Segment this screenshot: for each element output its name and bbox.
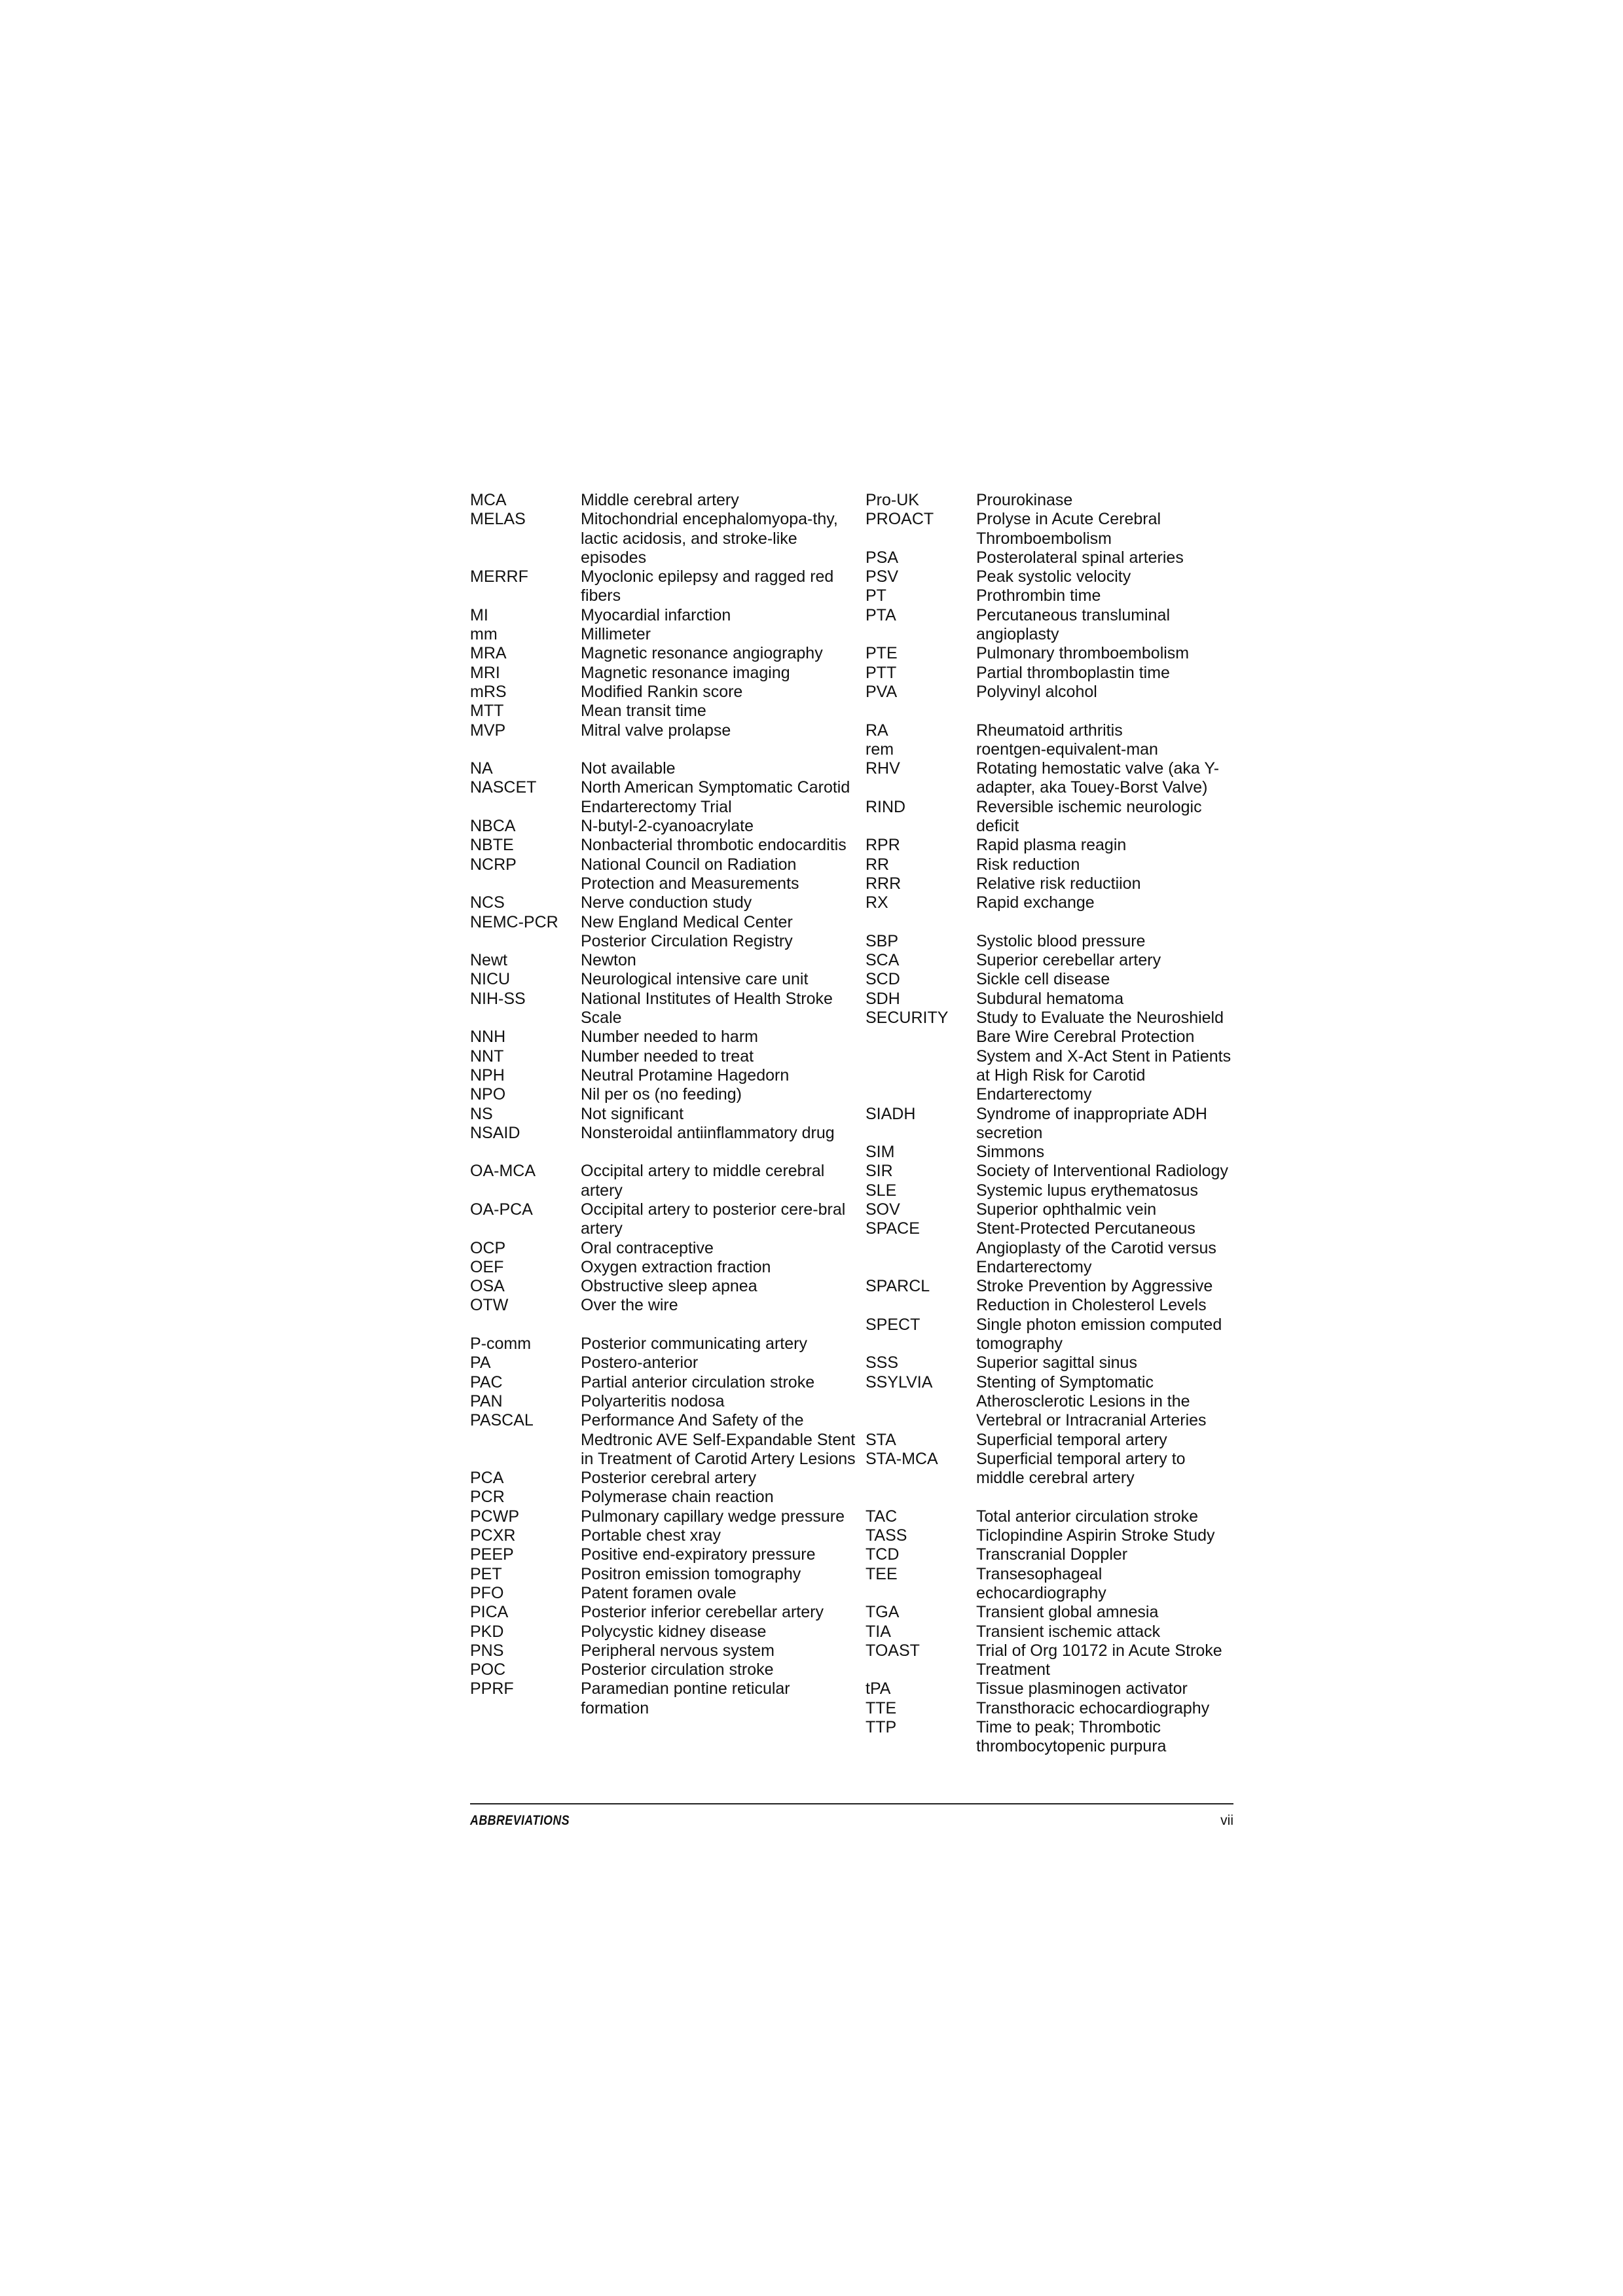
abbreviation-entry xyxy=(470,1584,856,1603)
abbreviation-definition: Mean transit time xyxy=(581,702,706,721)
abbreviation-definition: Transient ischemic attack xyxy=(976,1622,1161,1641)
abbreviation-entry xyxy=(470,1028,856,1047)
abbreviation-entry xyxy=(470,1623,856,1641)
abbreviation-definition: Neutral Protamine Hagedorn xyxy=(581,1066,790,1085)
abbreviation-term: SIM xyxy=(866,1143,895,1162)
abbreviation-term: NIH-SS xyxy=(470,989,526,1008)
section-gap xyxy=(470,1316,856,1335)
abbreviation-entry xyxy=(470,491,856,510)
abbreviation-definition: Peripheral nervous system xyxy=(581,1641,775,1660)
abbreviation-definition: Mitral valve prolapse xyxy=(581,721,731,740)
abbreviation-term: PTT xyxy=(866,663,897,682)
abbreviation-entry xyxy=(866,1009,1236,1104)
section-gap xyxy=(470,1143,856,1162)
abbreviation-entry xyxy=(470,1239,856,1258)
abbreviation-entry xyxy=(470,664,856,683)
abbreviation-term: PCR xyxy=(470,1488,505,1507)
abbreviation-entry xyxy=(470,970,856,989)
abbreviation-definition: Risk reduction xyxy=(976,855,1080,874)
abbreviation-entry xyxy=(866,759,1236,798)
abbreviation-definition: N-butyl-2-cyanoacrylate xyxy=(581,817,754,836)
abbreviation-definition: Posterior circulation stroke xyxy=(581,1660,774,1679)
abbreviation-entry xyxy=(866,548,1236,567)
abbreviation-entry xyxy=(470,1124,856,1143)
abbreviation-definition: Rapid exchange xyxy=(976,893,1095,912)
abbreviation-term: NICU xyxy=(470,970,511,989)
abbreviation-entry xyxy=(866,1316,1236,1354)
abbreviation-term: MRA xyxy=(470,644,507,663)
abbreviation-definition: Reversible ischemic neurologic deficit xyxy=(976,797,1202,836)
abbreviation-entry xyxy=(470,644,856,663)
abbreviation-definition: roentgen-equivalent-man xyxy=(976,740,1158,759)
abbreviation-definition: Transcranial Doppler xyxy=(976,1545,1128,1564)
abbreviation-term: PKD xyxy=(470,1622,504,1641)
abbreviation-entry xyxy=(866,567,1236,586)
abbreviation-term: NPH xyxy=(470,1066,505,1085)
abbreviation-entry xyxy=(866,1143,1236,1162)
abbreviation-entry xyxy=(866,1507,1236,1526)
abbreviation-entry xyxy=(866,1545,1236,1564)
abbreviation-entry xyxy=(866,932,1236,951)
abbreviation-definition: Transesophageal echocardiography xyxy=(976,1564,1106,1602)
abbreviation-entry xyxy=(470,1047,856,1066)
abbreviation-definition: Positive end-expiratory pressure xyxy=(581,1545,816,1564)
abbreviation-definition: Superior cerebellar artery xyxy=(976,951,1161,970)
abbreviation-term: RIND xyxy=(866,797,906,816)
abbreviation-term: TEE xyxy=(866,1564,898,1583)
abbreviation-entry xyxy=(866,644,1236,663)
abbreviation-definition: Simmons xyxy=(976,1143,1045,1162)
abbreviation-entry xyxy=(866,1641,1236,1680)
abbreviation-entry xyxy=(470,567,856,606)
abbreviation-entry xyxy=(866,740,1236,759)
abbreviation-definition: Relative risk reductiion xyxy=(976,874,1141,893)
abbreviation-term: OSA xyxy=(470,1277,505,1296)
abbreviation-definition: Systemic lupus erythematosus xyxy=(976,1181,1199,1200)
abbreviation-term: NASCET xyxy=(470,778,537,797)
abbreviation-term: NSAID xyxy=(470,1123,520,1142)
abbreviation-definition: Number needed to harm xyxy=(581,1028,758,1047)
abbreviation-entry xyxy=(470,759,856,778)
abbreviation-definition: Posterior cerebral artery xyxy=(581,1469,757,1488)
abbreviation-term: TOAST xyxy=(866,1641,920,1660)
abbreviation-entry xyxy=(470,1660,856,1679)
abbreviation-entry xyxy=(866,893,1236,912)
abbreviation-term: PET xyxy=(470,1564,502,1583)
abbreviation-definition: Polyarteritis nodosa xyxy=(581,1391,725,1410)
abbreviation-definition: Peak systolic velocity xyxy=(976,567,1131,586)
abbreviation-entry xyxy=(866,1219,1236,1277)
abbreviation-entry xyxy=(866,721,1236,740)
abbreviation-definition: Portable chest xray xyxy=(581,1526,721,1545)
abbreviation-term: PTA xyxy=(866,605,896,624)
abbreviation-entry xyxy=(470,893,856,912)
abbreviation-entry xyxy=(470,1296,856,1315)
abbreviation-term: SIADH xyxy=(866,1104,916,1123)
abbreviation-definition: Pulmonary capillary wedge pressure xyxy=(581,1507,845,1526)
abbreviation-definition: Prolyse in Acute Cerebral Thromboembolism xyxy=(976,510,1161,548)
abbreviation-term: PROACT xyxy=(866,510,934,529)
abbreviation-entry xyxy=(866,664,1236,683)
abbreviation-entry xyxy=(470,1162,856,1200)
abbreviation-entry xyxy=(470,1679,856,1718)
running-footer-title: ABBREVIATIONS xyxy=(470,1813,570,1828)
abbreviation-term: NPO xyxy=(470,1085,506,1104)
abbreviation-entry xyxy=(866,1526,1236,1545)
abbreviation-entry xyxy=(470,721,856,740)
abbreviation-definition: New England Medical Center Posterior Circulation Registry xyxy=(581,912,793,950)
abbreviation-term: PASCAL xyxy=(470,1411,534,1430)
abbreviation-term: MELAS xyxy=(470,510,526,529)
abbreviation-definition: Tissue plasminogen activator xyxy=(976,1679,1188,1698)
abbreviation-entry xyxy=(866,970,1236,989)
abbreviation-term: PCXR xyxy=(470,1526,516,1545)
abbreviation-term: SPARCL xyxy=(866,1277,930,1296)
abbreviation-term: NCRP xyxy=(470,855,517,874)
abbreviation-entry xyxy=(866,874,1236,893)
abbreviation-entry xyxy=(866,798,1236,836)
abbreviation-entry xyxy=(470,1335,856,1354)
abbreviation-entry xyxy=(866,1431,1236,1450)
abbreviation-term: SPECT xyxy=(866,1315,921,1334)
abbreviation-entry xyxy=(470,855,856,894)
abbreviation-entry xyxy=(470,1277,856,1296)
abbreviation-definition: Stent-Protected Percutaneous Angioplasty of the Carotid versus Endarterectomy xyxy=(976,1219,1216,1276)
abbreviation-definition: Rheumatoid arthritis xyxy=(976,721,1123,740)
abbreviation-definition: Superficial temporal artery to middle cerebral artery xyxy=(976,1449,1186,1488)
abbreviation-entry xyxy=(866,1162,1236,1181)
abbreviation-definition: Oral contraceptive xyxy=(581,1238,714,1257)
abbreviation-term: TTE xyxy=(866,1698,897,1717)
abbreviation-definition: Neurological intensive care unit xyxy=(581,970,809,989)
abbreviation-entry xyxy=(470,625,856,644)
abbreviation-definition: Mitochondrial encephalomyopa-thy, lactic acidosis, and stroke-like episodes xyxy=(581,510,838,567)
abbreviation-term: PSV xyxy=(866,567,899,586)
abbreviation-entry xyxy=(470,1373,856,1392)
abbreviation-term: NNH xyxy=(470,1028,506,1047)
abbreviation-definition: Rotating hemostatic valve (aka Y-adapter, aka Touey-Borst Valve) xyxy=(976,759,1220,797)
abbreviation-term: RHV xyxy=(866,759,900,778)
abbreviation-term: SLE xyxy=(866,1181,897,1200)
abbreviation-term: PEEP xyxy=(470,1545,514,1564)
abbreviation-term: PSA xyxy=(866,548,899,567)
abbreviation-definition: Partial thromboplastin time xyxy=(976,663,1170,682)
abbreviation-term: SOV xyxy=(866,1200,900,1219)
abbreviation-term: OTW xyxy=(470,1296,509,1315)
abbreviation-term: Newt xyxy=(470,951,507,970)
abbreviation-definition: Obstructive sleep apnea xyxy=(581,1277,757,1296)
abbreviation-definition: Study to Evaluate the Neuroshield Bare Wire Cerebral Protection System and X-Act Stent in Patients at High Risk for Carotid Endarterectomy xyxy=(976,1009,1231,1104)
abbreviation-term: PT xyxy=(866,586,886,605)
abbreviation-term: PCWP xyxy=(470,1507,519,1526)
abbreviation-entry xyxy=(470,1200,856,1239)
abbreviation-entry xyxy=(470,1507,856,1526)
abbreviation-term: SSYLVIA xyxy=(866,1372,933,1391)
abbreviation-definition: Subdural hematoma xyxy=(976,989,1124,1008)
abbreviation-entry xyxy=(470,1105,856,1124)
abbreviation-definition: Not available xyxy=(581,759,676,778)
abbreviation-term: RPR xyxy=(866,836,900,855)
abbreviation-definition: Single photon emission computed tomography xyxy=(976,1315,1222,1354)
abbreviation-definition: National Council on Radiation Protection and Measurements xyxy=(581,855,799,893)
abbreviation-term: OA-MCA xyxy=(470,1162,536,1181)
abbreviation-entry xyxy=(470,1526,856,1545)
abbreviation-definition: Partial anterior circulation stroke xyxy=(581,1372,815,1391)
abbreviation-definition: Stroke Prevention by Aggressive Reduction in Cholesterol Levels xyxy=(976,1277,1213,1315)
abbreviation-term: PFO xyxy=(470,1583,504,1602)
abbreviation-term: MVP xyxy=(470,721,506,740)
abbreviation-definition: Sickle cell disease xyxy=(976,970,1110,989)
abbreviation-entry xyxy=(866,1181,1236,1200)
abbreviation-definition: Modified Rankin score xyxy=(581,682,743,701)
abbreviation-entry xyxy=(866,1373,1236,1431)
abbreviation-term: PVA xyxy=(866,682,898,701)
abbreviation-definition: Pulmonary thromboembolism xyxy=(976,644,1190,663)
abbreviation-term: SPACE xyxy=(866,1219,920,1238)
abbreviation-entry xyxy=(866,1679,1236,1698)
abbreviation-term: TASS xyxy=(866,1526,907,1545)
abbreviation-definition: Rapid plasma reagin xyxy=(976,836,1127,855)
abbreviation-entry xyxy=(470,1354,856,1372)
abbreviation-term: STA-MCA xyxy=(866,1449,938,1468)
abbreviation-entry xyxy=(470,1258,856,1277)
abbreviation-term: SDH xyxy=(866,989,900,1008)
abbreviation-entry xyxy=(866,1565,1236,1604)
abbreviation-definition: Oxygen extraction fraction xyxy=(581,1257,771,1276)
abbreviation-definition: Newton xyxy=(581,951,636,970)
abbreviation-definition: Positron emission tomography xyxy=(581,1564,801,1583)
abbreviation-term: STA xyxy=(866,1430,896,1449)
abbreviation-entry xyxy=(470,817,856,836)
abbreviation-entry xyxy=(866,606,1236,645)
abbreviation-entry xyxy=(470,1469,856,1488)
abbreviation-entry xyxy=(866,683,1236,702)
abbreviation-definition: Nerve conduction study xyxy=(581,893,752,912)
abbreviation-definition: Stenting of Symptomatic Atherosclerotic Lesions in the Vertebral or Intracranial Arteries xyxy=(976,1372,1207,1430)
abbreviation-definition: Polyvinyl alcohol xyxy=(976,682,1097,701)
abbreviation-definition: Systolic blood pressure xyxy=(976,931,1146,950)
abbreviation-term: PPRF xyxy=(470,1679,514,1698)
abbreviation-entry xyxy=(866,1623,1236,1641)
abbreviation-term: NCS xyxy=(470,893,505,912)
abbreviation-entry xyxy=(470,951,856,970)
abbreviation-definition: Myoclonic epilepsy and ragged red fibers xyxy=(581,567,834,605)
abbreviation-term: TCD xyxy=(866,1545,900,1564)
footer-rule xyxy=(470,1803,1233,1804)
abbreviation-definition: Paramedian pontine reticular formation xyxy=(581,1679,790,1717)
abbreviation-entry xyxy=(470,1565,856,1584)
abbreviation-definition: Millimeter xyxy=(581,625,651,644)
abbreviation-entry xyxy=(470,1066,856,1085)
abbreviation-term: NS xyxy=(470,1104,493,1123)
abbreviation-term: PNS xyxy=(470,1641,504,1660)
abbreviation-definition: Magnetic resonance angiography xyxy=(581,644,823,663)
abbreviation-term: TGA xyxy=(866,1603,900,1622)
abbreviation-entry xyxy=(866,1105,1236,1143)
abbreviation-definition: Superior sagittal sinus xyxy=(976,1354,1137,1372)
abbreviation-term: SCA xyxy=(866,951,900,970)
abbreviation-entry xyxy=(866,1718,1236,1757)
abbreviation-definition: Superficial temporal artery xyxy=(976,1430,1167,1449)
abbreviation-definition: Not significant xyxy=(581,1104,684,1123)
abbreviation-definition: Postero-anterior xyxy=(581,1354,699,1372)
abbreviation-entry xyxy=(470,1603,856,1622)
abbreviation-term: SCD xyxy=(866,970,900,989)
abbreviation-definition: Number needed to treat xyxy=(581,1047,754,1066)
abbreviation-term: MRI xyxy=(470,663,500,682)
abbreviation-term: PICA xyxy=(470,1603,509,1622)
abbreviation-term: RRR xyxy=(866,874,902,893)
abbreviation-definition: Posterolateral spinal arteries xyxy=(976,548,1184,567)
abbreviation-definition: Superior ophthalmic vein xyxy=(976,1200,1157,1219)
abbreviation-entry xyxy=(470,836,856,855)
section-gap xyxy=(470,740,856,759)
abbreviation-term: PAC xyxy=(470,1372,503,1391)
abbreviation-definition: Prourokinase xyxy=(976,491,1073,509)
abbreviation-term: OEF xyxy=(470,1257,504,1276)
abbreviation-definition: Middle cerebral artery xyxy=(581,491,739,509)
abbreviation-term: SECURITY xyxy=(866,1009,949,1028)
abbreviation-term: RR xyxy=(866,855,890,874)
abbreviation-term: MI xyxy=(470,605,488,624)
abbreviation-term: PCA xyxy=(470,1469,504,1488)
abbreviation-definition: Magnetic resonance imaging xyxy=(581,663,790,682)
abbreviation-entry xyxy=(866,990,1236,1009)
abbreviation-definition: National Institutes of Health Stroke Scale xyxy=(581,989,833,1028)
abbreviation-entry xyxy=(866,1277,1236,1316)
abbreviation-definition: Posterior communicating artery xyxy=(581,1335,807,1354)
abbreviation-entry xyxy=(866,1603,1236,1622)
abbreviation-definition: Myocardial infarction xyxy=(581,605,731,624)
abbreviation-definition: Posterior inferior cerebellar artery xyxy=(581,1603,824,1622)
abbreviation-definition: Prothrombin time xyxy=(976,586,1101,605)
abbreviation-term: TAC xyxy=(866,1507,898,1526)
abbreviation-term: mm xyxy=(470,625,498,644)
abbreviation-definition: Ticlopindine Aspirin Stroke Study xyxy=(976,1526,1215,1545)
abbreviation-definition: North American Symptomatic Carotid Endarterectomy Trial xyxy=(581,778,850,816)
abbreviation-definition: Nil per os (no feeding) xyxy=(581,1085,742,1104)
abbreviation-term: POC xyxy=(470,1660,506,1679)
abbreviation-term: NBTE xyxy=(470,836,514,855)
abbreviation-definition: Time to peak; Thrombotic thrombocytopenic purpura xyxy=(976,1718,1167,1756)
abbreviation-entry xyxy=(866,1200,1236,1219)
abbreviation-term: NBCA xyxy=(470,817,516,836)
abbreviation-term: MCA xyxy=(470,491,507,509)
abbreviation-term: PTE xyxy=(866,644,898,663)
abbreviation-entry xyxy=(470,1545,856,1564)
abbreviation-entry xyxy=(470,1085,856,1104)
abbreviation-definition: Society of Interventional Radiology xyxy=(976,1162,1228,1181)
abbreviation-entry xyxy=(470,913,856,952)
abbreviation-term: TTP xyxy=(866,1718,897,1736)
abbreviation-definition: Over the wire xyxy=(581,1296,678,1315)
abbreviation-entry xyxy=(866,586,1236,605)
abbreviation-entry xyxy=(470,606,856,625)
abbreviation-entry xyxy=(866,510,1236,548)
abbreviation-entry xyxy=(470,1392,856,1411)
abbreviation-entry xyxy=(470,702,856,721)
abbreviation-definition: Occipital artery to posterior cere-bral artery xyxy=(581,1200,846,1238)
abbreviation-term: OA-PCA xyxy=(470,1200,533,1219)
abbreviation-definition: Polycystic kidney disease xyxy=(581,1622,767,1641)
section-gap xyxy=(866,702,1236,721)
abbreviation-term: NA xyxy=(470,759,493,778)
abbreviation-term: SBP xyxy=(866,931,899,950)
abbreviation-definition: Trial of Org 10172 in Acute Stroke Treatment xyxy=(976,1641,1222,1679)
abbreviation-term: NNT xyxy=(470,1047,504,1066)
abbreviation-entry xyxy=(866,1354,1236,1372)
abbreviation-definition: Patent foramen ovale xyxy=(581,1583,737,1602)
abbreviation-entry xyxy=(866,951,1236,970)
abbreviation-term: mRS xyxy=(470,682,507,701)
abbreviation-entry xyxy=(866,855,1236,874)
abbreviation-term: SIR xyxy=(866,1162,893,1181)
abbreviation-definition: Transthoracic echocardiography xyxy=(976,1698,1210,1717)
abbreviation-term: MTT xyxy=(470,702,504,721)
abbreviation-entry xyxy=(470,510,856,567)
abbreviation-term: RA xyxy=(866,721,888,740)
abbreviation-definition: Nonsteroidal antiinflammatory drug xyxy=(581,1123,835,1142)
abbreviation-definition: Occipital artery to middle cerebral artery xyxy=(581,1162,825,1200)
abbreviation-term: P-comm xyxy=(470,1335,532,1354)
abbreviation-term: rem xyxy=(866,740,894,759)
abbreviation-term: OCP xyxy=(470,1238,506,1257)
abbreviation-entry xyxy=(866,1699,1236,1718)
section-gap xyxy=(866,1488,1236,1507)
abbreviation-definition: Syndrome of inappropriate ADH secretion xyxy=(976,1104,1207,1142)
abbreviation-entry xyxy=(470,778,856,817)
abbreviation-definition: Percutaneous transluminal angioplasty xyxy=(976,605,1170,644)
abbreviation-definition: Transient global amnesia xyxy=(976,1603,1159,1622)
abbreviation-term: Pro-UK xyxy=(866,491,919,509)
section-gap xyxy=(866,913,1236,932)
abbreviations-column-left xyxy=(470,491,856,1718)
abbreviation-term: PA xyxy=(470,1354,491,1372)
abbreviation-term: PAN xyxy=(470,1391,503,1410)
abbreviation-term: tPA xyxy=(866,1679,891,1698)
abbreviation-entry xyxy=(470,1411,856,1469)
abbreviation-definition: Polymerase chain reaction xyxy=(581,1488,774,1507)
abbreviation-entry xyxy=(866,836,1236,855)
abbreviation-entry xyxy=(866,1450,1236,1488)
abbreviation-entry xyxy=(470,683,856,702)
abbreviation-entry xyxy=(470,1488,856,1507)
page-number: vii xyxy=(1220,1813,1233,1828)
abbreviation-entry xyxy=(470,990,856,1028)
abbreviation-definition: Performance And Safety of the Medtronic AVE Self-Expandable Stent in Treatment of Carotid Artery Lesions xyxy=(581,1411,856,1468)
abbreviation-entry xyxy=(470,1641,856,1660)
abbreviation-definition: Total anterior circulation stroke xyxy=(976,1507,1199,1526)
abbreviation-term: TIA xyxy=(866,1622,891,1641)
abbreviation-term: SSS xyxy=(866,1354,899,1372)
abbreviation-entry xyxy=(866,491,1236,510)
abbreviation-definition: Nonbacterial thrombotic endocarditis xyxy=(581,836,847,855)
abbreviation-term: MERRF xyxy=(470,567,528,586)
abbreviations-column-right xyxy=(866,491,1236,1757)
abbreviation-term: RX xyxy=(866,893,888,912)
abbreviation-term: NEMC-PCR xyxy=(470,912,558,931)
